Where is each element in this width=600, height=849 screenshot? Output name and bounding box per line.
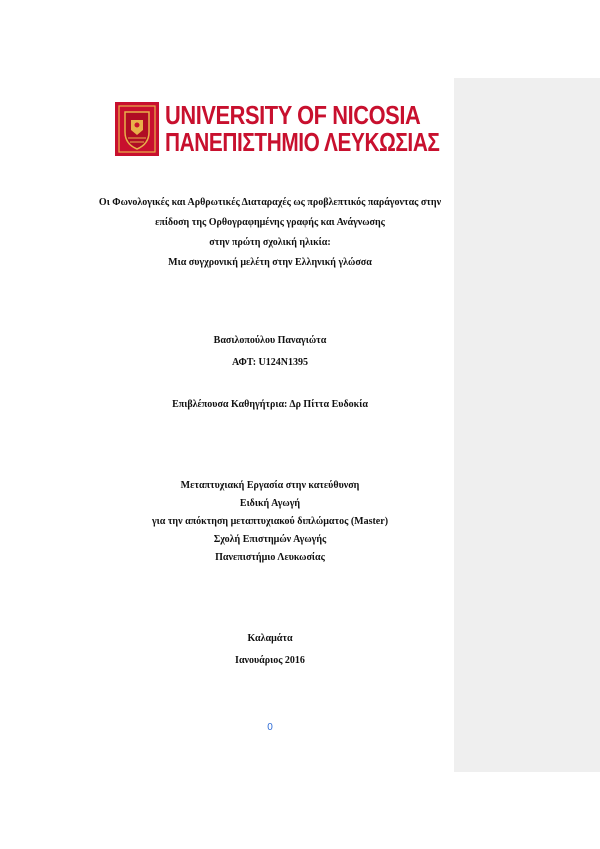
title-line-1: Οι Φωνολογικές και Αρθρωτικές Διαταραχές ως προβλεπτικός παράγοντας στην (98, 197, 442, 208)
logo-name-english: UNIVERSITY OF NICOSIA (165, 100, 421, 130)
author-block (60, 330, 480, 374)
degree-block (60, 477, 480, 567)
side-panel (454, 0, 600, 849)
degree-line-3: για την απόκτηση μεταπτυχιακού διπλώματος (Master) (151, 516, 389, 527)
degree-line-5: Πανεπιστήμιο Λευκωσίας (215, 552, 325, 563)
university-crest-icon (115, 102, 159, 156)
supervisor-block (60, 396, 480, 414)
date: Ιανουάριος 2016 (235, 655, 305, 666)
author-name: Βασιλοπούλου Παναγιώτα (213, 335, 327, 346)
author-id: ΑΦΤ: U124N1395 (232, 357, 308, 368)
university-logo (115, 100, 440, 157)
degree-line-4: Σχολή Επιστημών Αγωγής (213, 534, 327, 545)
side-panel-background (454, 78, 600, 772)
degree-line-2: Ειδική Αγωγή (239, 498, 301, 509)
logo-wordmark (165, 100, 440, 157)
logo-name-greek: ΠΑΝΕΠΙΣΤΗΜΙΟ ΛΕΥΚΩΣΙΑΣ (165, 127, 440, 157)
thesis-title (60, 193, 480, 273)
place: Καλαμάτα (247, 633, 293, 644)
title-line-3: στην πρώτη σχολική ηλικία: (209, 237, 331, 248)
supervisor-line: Επιβλέπουσα Καθηγήτρια: Δρ Πίττα Ευδοκία (172, 399, 368, 410)
title-line-4: Μια συγχρονική μελέτη στην Ελληνική γλώσσα (168, 257, 372, 268)
title-line-2: επίδοση της Ορθογραφημένης γραφής και Ανάγνωσης (155, 217, 385, 228)
place-date-block (60, 628, 480, 672)
page-number: 0 (267, 722, 273, 733)
degree-line-1: Μεταπτυχιακή Εργασία στην κατεύθυνση (180, 480, 360, 491)
